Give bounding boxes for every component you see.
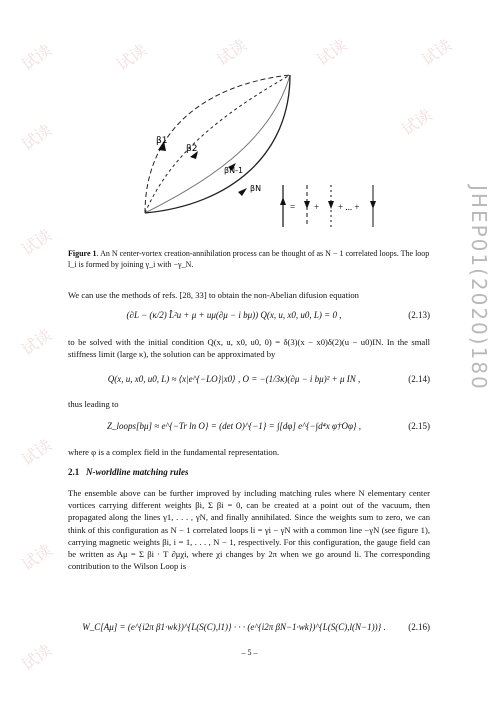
watermark: 试读 [213,35,251,70]
watermark: 试读 [18,540,56,575]
paragraph: thus leading to [68,399,119,409]
equation-body: (∂L − (κ/2) L̂²u + μ + uμ(∂μ − i bμ)) Q(x, u, x0, u0, L) = 0 , [126,310,342,320]
equation-body: Z_loops[bμ] ≈ e^{−Tr ln O} = (det O)^{−1} = ∫[dφ] e^{−∫d⁴x φ†Oφ} , [106,421,362,431]
journal-identifier: JHEP01(2020)180 [467,185,491,391]
page-number: – 5 – [241,648,258,657]
watermark: 试读 [418,35,456,70]
watermark: 试读 [313,35,351,70]
equation-2-13 [68,306,430,330]
equation-2-15 [68,417,430,441]
paragraph: where φ is a complex field in the fundamental representation. [68,447,280,457]
equation-number: (2.15) [408,421,430,431]
equation-number: (2.16) [408,622,430,632]
equation-body: Q(x, u, x0, u0, L) ≈ ⟨x|e^{−LO}|x0⟩ , O = −(1/3κ)(∂μ − i bμ)² + μ IN , [107,374,361,384]
watermark: 试读 [18,435,56,470]
arrow-icon [280,197,286,205]
watermark: 试读 [18,325,56,360]
figure-1-diagram [120,55,385,235]
paragraph: We can use the methods of refs. [28, 33] to obtain the non-Abelian difusion equation [68,290,359,300]
watermark: 试读 [18,120,56,155]
equation-2-16 [68,618,430,642]
arrow-icon [238,188,247,196]
section-number: 2.1 [68,467,80,477]
caption-text: . An N center-vortex creation-annihilation process can be thought of as N − 1 correlated loops. The loop l_i is formed by joining γ_i with −γ_N. [68,249,430,269]
arrow-icon [370,201,376,209]
section-title: N-worldline matching rules [86,467,189,477]
watermark: 试读 [113,40,151,75]
arrow-icon [328,201,334,209]
label-betaN-1: βN-1 [224,166,244,175]
section-heading [68,467,189,477]
figure-caption [68,248,430,270]
label-beta1: β1 [156,136,168,146]
legend-plus: + [314,202,320,212]
watermark: 试读 [18,640,56,675]
equation-number: (2.14) [408,374,430,384]
equation-2-14 [68,370,430,394]
caption-label: Figure 1 [68,249,97,258]
legend-equals: = [290,202,296,212]
label-betaN: βN [250,184,262,193]
label-beta2: β2 [186,144,198,154]
paragraph: to be solved with the initial condition Q(x, u, x0, u0, 0) = δ(3)(x − x0)δ(2)(u − u0)IN. In the small stiffness limit (large κ), the solution can be approximated by [68,337,430,360]
watermark: 试读 [398,105,436,140]
watermark: 试读 [18,40,56,75]
equation-number: (2.13) [408,310,430,320]
paragraph: The ensemble above can be further improved by including matching rules where N elementary center vortices carrying different weights βi, Σ βi = 0, can be created at a point out of the vacuum, then propagated along the lines γ1, . . . , γN, and finally annihilated. Since the weights sum to zero, we can think of this configuration as N − 1 correlated loops li = γi − γN with a common line −γN (see figure 1), carrying magnetic weights βi, i = 1, . . . , N − 1, respectively. For this configuration, the gauge field can be written as Aμ = Σ βi · T ∂μχi, where χi changes by 2π when we go around li. The corresponding contribution to the Wilson Loop is [68,488,430,572]
legend-dots: + ... + [338,202,360,212]
arrow-icon [304,201,310,209]
equation-body: W_C[Aμ] = (e^{i2π β1·wk})^{L(S(C),l1)} · · · (e^{i2π βN−1·wk})^{L(S(C),l(N−1))} . [82,622,386,632]
watermark: 试读 [18,225,56,260]
